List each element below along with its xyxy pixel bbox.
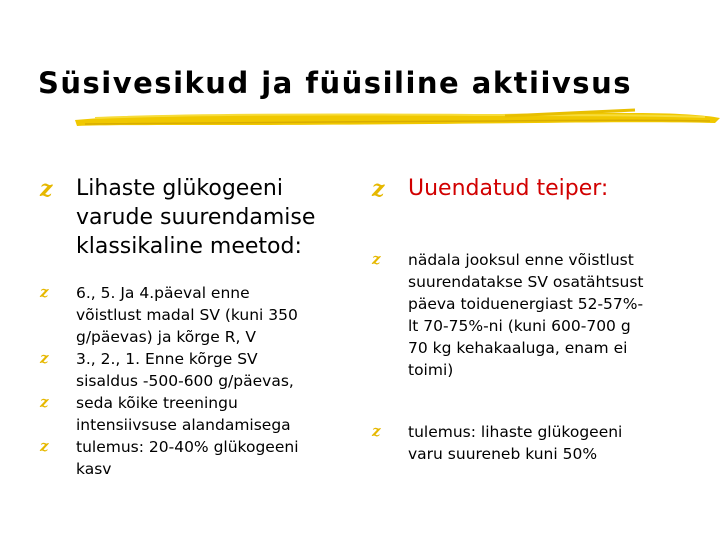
left-item <box>40 392 350 436</box>
z-bullet-icon: z <box>372 250 381 268</box>
z-bullet-icon: z <box>40 283 49 301</box>
z-bullet-icon: z <box>40 176 53 202</box>
left-item <box>40 282 350 348</box>
right-item-text: tulemus: lihaste glükogeeni varu suureneb kuni 50% <box>408 423 623 463</box>
z-bullet-icon: z <box>40 437 49 455</box>
left-heading <box>40 174 350 261</box>
title-underline-brushstroke <box>75 106 720 132</box>
left-item-text: 6., 5. Ja 4.päeval enne võistlust madal SV (kuni 350 g/päevas) ja kõrge R, V <box>76 284 298 346</box>
left-heading-text: Lihaste glükogeeni varude suurendamise klassikaline meetod: <box>76 176 316 259</box>
z-bullet-icon: z <box>372 176 385 202</box>
left-item <box>40 436 350 480</box>
right-heading-text: Uuendatud teiper: <box>408 176 609 201</box>
z-bullet-icon: z <box>372 422 381 440</box>
slide-title: Süsivesikud ja füüsiline aktiivsus <box>38 66 632 100</box>
right-item <box>372 421 712 465</box>
right-heading <box>372 174 712 203</box>
left-item-text: tulemus: 20-40% glükogeeni kasv <box>76 438 299 478</box>
z-bullet-icon: z <box>40 393 49 411</box>
right-item-text: nädala jooksul enne võistlust suurendatakse SV osatähtsust päeva toiduenergiast 52-57%- lt 70-75%-ni (kuni 600-700 g 70 kg kehakaaluga, enam ei toimi) <box>408 251 644 379</box>
z-bullet-icon: z <box>40 349 49 367</box>
right-item <box>372 249 712 381</box>
right-column <box>372 174 712 465</box>
left-column <box>40 174 350 480</box>
left-item <box>40 348 350 392</box>
left-item-text: 3., 2., 1. Enne kõrge SV sisaldus -500-600 g/päevas, <box>76 350 294 390</box>
left-item-text: seda kõike treeningu intensiivsuse alandamisega <box>76 394 291 434</box>
